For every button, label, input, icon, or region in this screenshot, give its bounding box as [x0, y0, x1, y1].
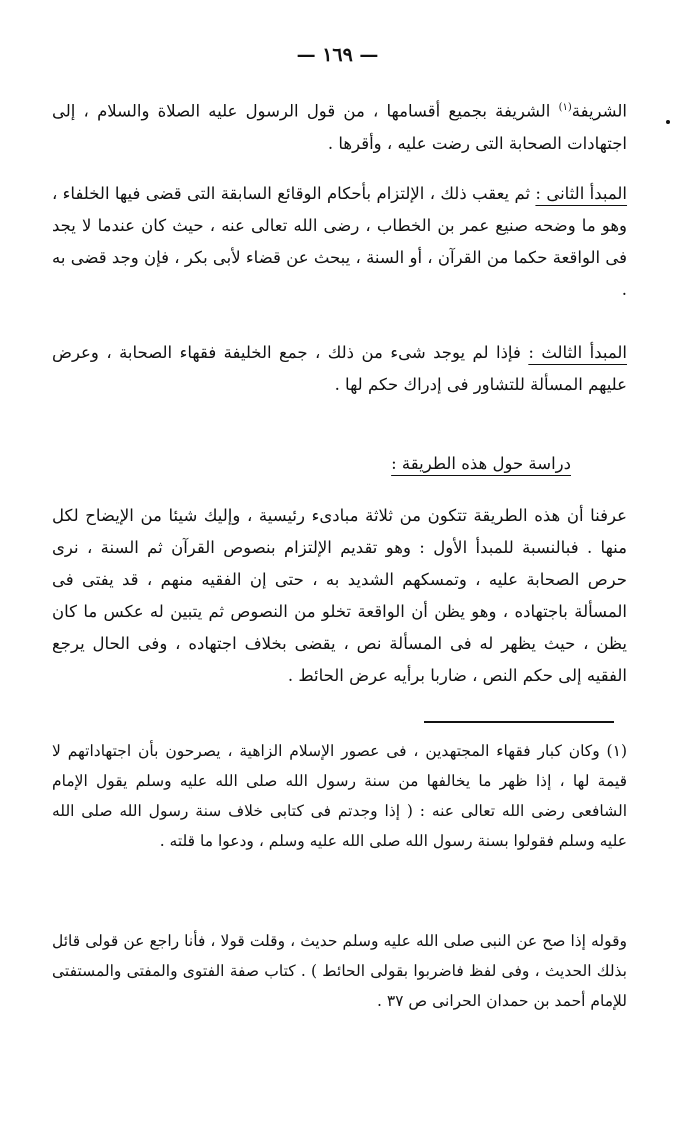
paragraph-1-body: الشريفة بجميع أقسامها ، من قول الرسول عليه الصلاة والسلام ، إلى اجتهادات الصحابة التى رضت عليه ، وأقرها . — [52, 101, 627, 153]
footnote-separator — [424, 721, 614, 723]
paragraph-1-text — [52, 92, 627, 160]
paragraph-4 — [52, 500, 627, 692]
footnote-1 — [52, 736, 627, 856]
paragraph-3-body: فإذا لم يوجد شىء من ذلك ، جمع الخليفة فقهاء الصحابة ، وعرض عليهم المسألة للتشاور فى إدراك حكم لها . — [52, 343, 627, 394]
footnote-2 — [52, 926, 627, 1016]
paragraph-1 — [52, 92, 627, 160]
footnote-2-text: وقوله إذا صح عن النبى صلى الله عليه وسلم حديث ، وقلت قولا ، فأنا راجع عن قولى قائل بذلك الحديث ، وفى لفظ فاضربوا بقولى الحائط ) . كتاب صفة الفتوى والمفتى والمستفتى للإمام أحمد بن حمدان الحرانى ص ٣٧ . — [52, 932, 627, 1010]
paragraph-2 — [52, 178, 627, 306]
section-heading: دراسة حول هذه الطريقة : — [391, 454, 571, 473]
paragraph-4-text: عرفنا أن هذه الطريقة تتكون من ثلاثة مبادىء رئيسية ، وإليك شيئا من الإيضاح لكل منها . فبالنسبة للمبدأ الأول : وهو تقديم الإلتزام بنصوص القرآن ثم السنة ، نرى حرص الصحابة عليه ، وتمسكهم الشديد به ، حتى إن الفقيه منهم ، قد يفتى فى المسألة باجتهاده ، وهو يظن أن الواقعة تخلو من النصوص ثم يتبين له عكس ما كان يظن ، حيث يظهر له فى المسألة نص ، يقضى بخلاف اجتهاده ، وفى الحال يرجع الفقيه إلى حكم النص ، ضاربا برأيه عرض الحائط . — [52, 506, 627, 685]
paragraph-1-lead: الشريفة — [571, 101, 627, 121]
margin-dot — [666, 120, 670, 124]
page-number: — ١٦٩ — — [296, 44, 379, 66]
principle-3-label: المبدأ الثالث : — [528, 343, 627, 362]
footnote-ref: (١) — [558, 102, 572, 113]
footnote-1-text: (١) وكان كبار فقهاء المجتهدين ، فى عصور الإسلام الزاهية ، يصرحون بأن اجتهاداتهم لا قيمة لها ، إذا ظهر ما يخالفها من سنة رسول الله صلى الله عليه وسلم يقول الإمام الشافعى رضى الله تعالى عنه : ( إذا وجدتم فى كتابى خلاف سنة رسول الله صلى الله عليه وسلم فقولوا بسنة رسول الله صلى الله عليه وسلم ، ودعوا ما قلته . — [52, 742, 627, 850]
paragraph-2-text — [52, 178, 627, 306]
paragraph-2-body: ثم يعقب ذلك ، الإلتزام بأحكام الوقائع السابقة التى قضى فيها الخلفاء ، وهو ما وضحه صنيع عمر بن الخطاب ، رضى الله تعالى عنه ، حيث كان عندما لا يجد فى الواقعة حكما من القرآن ، أو السنة ، يبحث عن قضاء لأبى بكر ، فإن وجد قضى به . — [52, 184, 627, 299]
paragraph-3-text — [52, 337, 627, 401]
principle-2-label: المبدأ الثانى : — [535, 184, 628, 203]
paragraph-3 — [52, 337, 627, 401]
